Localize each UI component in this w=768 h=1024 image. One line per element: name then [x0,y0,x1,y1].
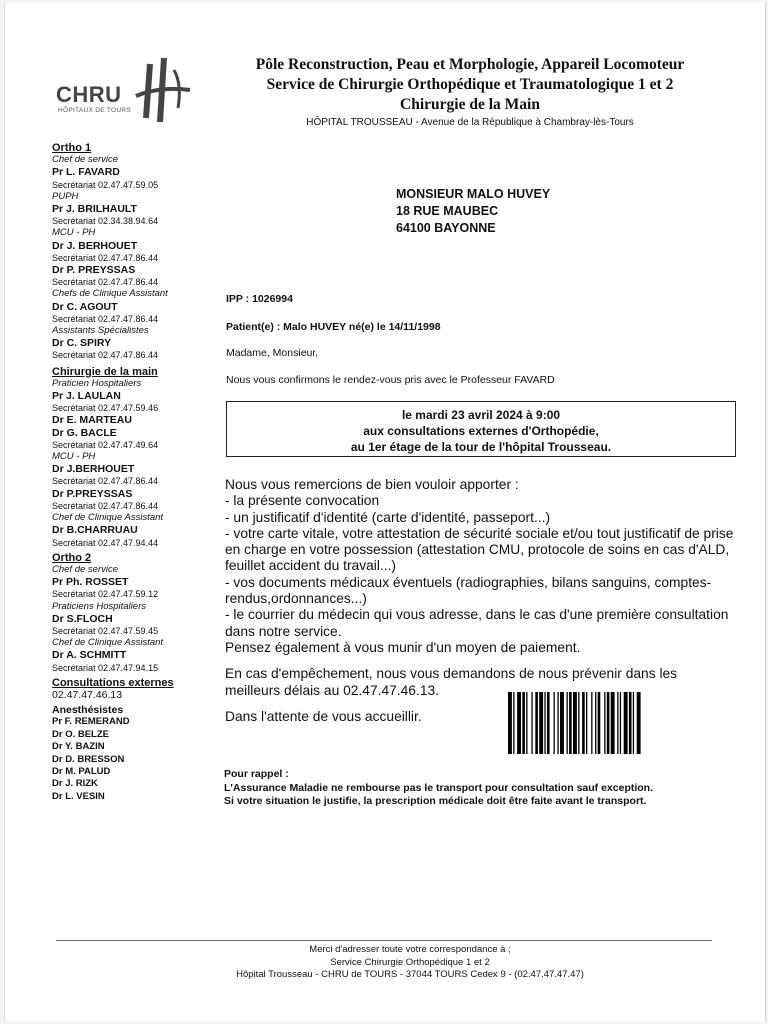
footer-line: Merci d'adresser toute votre correspondance à ; [309,944,511,955]
barcode-bar [554,692,555,754]
secretariat-phone: Secrétariat 02.47.47.59.05 [52,179,159,190]
secretariat-phone: Secrétariat 02.47.47.94.44 [52,537,159,548]
document-item: - la présente convocation [225,493,380,509]
barcode-bar [573,692,577,754]
section-anesthetists: Anesthésistes [52,704,124,717]
closing-text: Dans l'attente de vous accueillir. [225,708,422,724]
footer-divider [56,940,712,941]
barcode-bar [513,692,514,754]
staff-name: Dr P.PREYSSAS [52,487,133,500]
barcode-bar [611,692,615,754]
barcode-bar [595,692,596,754]
letter-body [225,477,735,725]
anesthetist-name: Dr O. BELZE [52,728,110,740]
barcode-bar [560,692,564,754]
barcode-bar [544,692,545,754]
role-label: PUPH [52,190,79,202]
staff-name: Pr J. BRILHAULT [52,203,137,216]
staff-name: Pr L. FAVARD [52,166,120,179]
anesthetist-name: Dr L. VESIN [52,790,105,802]
barcode-bar [586,692,587,754]
staff-name: Dr J.BERHOUET [52,463,135,476]
secretariat-phone: Secrétariat 02.47.47.59.45 [52,625,159,636]
ipp-number: IPP : 1026994 [226,293,293,305]
recipient-city: 64100 BAYONNE [396,221,496,235]
role-label: Chef de service [52,563,119,575]
section-ortho2: Ortho 2 [52,551,92,564]
barcode-bar [547,692,550,754]
appointment-date: le mardi 23 avril 2024 à 9:00 [401,408,561,422]
logo-text: CHRU [56,82,122,107]
barcode-bar [617,692,618,754]
appointment-place: aux consultations externes d'Orthopédie, [363,424,599,438]
logo-mark-icon [120,56,200,126]
anesthetist-name: Dr J. RIZK [52,778,98,790]
barcode-bar [633,692,634,754]
chru-logo [56,62,196,132]
footer-line: Service Chirurgie Orthopédique 1 et 2 [330,956,490,968]
staff-name: Dr P. PREYSSAS [52,264,136,277]
secretariat-phone: Secrétariat 02.47.47.94.15 [52,662,159,673]
role-label: Chef de Clinique Assistant [52,637,164,649]
secretariat-phone: Secrétariat 02.47.47.59.12 [52,589,159,600]
appointment-floor: au 1er étage de la tour de l'hôpital Trousseau. [350,440,612,454]
barcode-bar [567,692,568,754]
barcode-bar [604,692,605,754]
document-item: - votre carte vitale, votre attestation de sécurité sociale et/ou tout justificatif de prise en charge en votre possession (attestation CMU, protocole de soins en cas d'ALD, feuillet accident du travail...) [225,525,734,574]
barcode-bar [539,692,543,754]
barcode-bar [629,692,632,754]
confirmation-text: Nous vous confirmons le rendez-vous pris avec le Professeur FAVARD [226,374,555,386]
role-label: Praticiens Hospitaliers [52,600,146,612]
barcode-image [506,692,718,754]
document-item: - vos documents médicaux éventuels (radiographies, bilans sanguins, comptes-rendus,ordonnances...) [225,574,712,607]
reminder-line: Si votre situation le justifie, la prescription médicale doit être faite avant le transport. [224,795,647,807]
header-line-1: Pôle Reconstruction, Peau et Morphologie, Appareil Locomoteur [255,56,685,73]
footer-line: Hôpital Trousseau - CHRU de TOURS - 37044 TOURS Cedex 9 - (02.47.47.47.47) [236,969,584,980]
document-item: - un justificatif d'identité (carte d'identité, passeport...) [225,509,551,525]
barcode-bar [508,692,512,754]
hospital-address: HÔPITAL TROUSSEAU - Avenue de la République à Chambray-lès-Tours [306,117,634,128]
secretariat-phone: Secrétariat 02.47.47.49.64 [52,439,159,450]
section-hand-surgery: Chirurgie de la main [52,365,158,378]
role-label: MCU - PH [52,227,96,239]
staff-sidebar [52,140,222,803]
role-label: MCU - PH [52,451,96,463]
anesthetist-name: Pr F. REMERAND [52,716,130,728]
staff-name: Dr E. MARTEAU [52,414,132,427]
barcode-bar [607,692,610,754]
recipient-street: 18 RUE MAUBEC [396,204,499,218]
barcode-bar [531,692,532,754]
barcode-bar [624,692,628,754]
impediment-text: En cas d'empêchement, nous vous demandons de nous prévenir dans les meilleurs délais au 02.47.47.46.13. [225,666,678,698]
barcode-bar [522,692,525,754]
barcode-bar [535,692,538,754]
secretariat-phone: Secrétariat 02.47.47.59.46 [52,403,159,414]
staff-name: Dr C. SPIRY [52,337,112,350]
patient-info: Patient(e) : Malo HUVEY né(e) le 14/11/1998 [226,321,441,333]
recipient-address [396,186,550,237]
header-line-2: Service de Chirurgie Orthopédique et Traumatologique 1 et 2 [266,76,674,93]
secretariat-phone: Secrétariat 02.47.47.86.44 [52,350,159,361]
header-line-3: Chirurgie de la Main [400,96,540,113]
anesthetist-name: Dr D. BRESSON [52,753,125,765]
anesthetist-name: Dr Y. BAZIN [52,741,105,753]
role-label: Chefs de Clinique Assistant [52,288,168,300]
consultation-phone: 02.47.47.46.13 [52,688,123,701]
appointment-box [226,401,736,457]
recipient-name: MONSIEUR MALO HUVEY [396,187,551,201]
secretariat-phone: Secrétariat 02.34.38.94.64 [52,216,159,227]
barcode-bar [620,692,621,754]
anesthetist-name: Dr M. PALUD [52,765,111,777]
role-label: Chef de Clinique Assistant [52,512,164,524]
barcode-bar [637,692,641,754]
role-label: Praticien Hospitaliers [52,377,142,389]
secretariat-phone: Secrétariat 02.47.47.86.44 [52,252,159,263]
thanks-text: Nous vous remercions de bien vouloir apporter : [225,477,519,492]
section-ortho1: Ortho 1 [52,142,92,154]
barcode-bar [578,692,579,754]
barcode-bar [598,692,601,754]
barcode-bar [569,692,572,754]
secretariat-phone: Secrétariat 02.47.47.86.44 [52,313,159,324]
salutation: Madame, Monsieur, [226,347,319,359]
staff-name: Pr Ph. ROSSET [52,576,129,589]
section-external-consultations: Consultations externes [52,676,174,689]
barcode-bar [557,692,558,754]
reminder-line: L'Assurance Maladie ne rembourse pas le transport pour consultation sauf exception. [224,781,654,794]
staff-name: Dr B.CHARRUAU [52,524,138,537]
secretariat-phone: Secrétariat 02.47.47.86.44 [52,500,159,511]
secretariat-phone: Secrétariat 02.47.47.86.44 [52,476,159,487]
document-item: - le courrier du médecin qui vous adresse, dans le cas d'une première consultation dans notre service. [225,607,729,639]
role-label: Assistants Spécialistes [52,325,149,337]
staff-name: Dr A. SCHMITT [52,649,127,662]
staff-name: Pr J. LAULAN [52,390,121,403]
reminder-title: Pour rappel : [224,768,289,780]
staff-name: Dr J. BERHOUET [52,239,138,252]
barcode-bar [591,692,592,754]
barcode-bar [517,692,521,754]
logo-subtitle: HÔPITAUX DE TOURS [58,107,132,114]
staff-name: Dr G. BACLE [52,426,117,439]
payment-reminder: Pensez également à vous munir d'un moyen de paiement. [225,639,581,655]
role-label: Chef de service [52,154,119,166]
secretariat-phone: Secrétariat 02.47.47.86.44 [52,277,159,288]
transport-reminder [224,768,744,809]
barcode-bar [526,692,527,754]
footer [150,944,670,982]
barcode-bar [582,692,585,754]
staff-name: Dr S.FLOCH [52,612,113,625]
staff-name: Dr C. AGOUT [52,300,118,313]
